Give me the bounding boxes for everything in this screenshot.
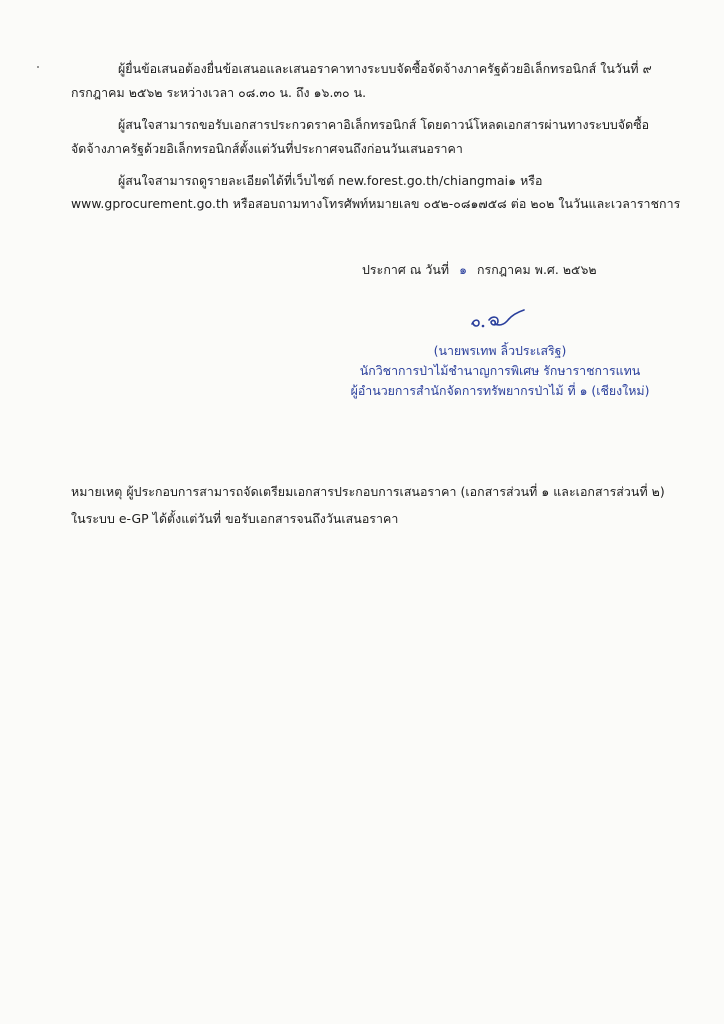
note-line2: ในระบบ e-GP ได้ตั้งแต่วันที่ ขอรับเอกสารจนถึงวันเสนอราคา	[71, 511, 399, 526]
announcement-prefix: ประกาศ ณ วันที่	[362, 262, 450, 277]
paragraph-submission-line1: ผู้ยื่นข้อเสนอต้องยื่นข้อเสนอและเสนอราคาทางระบบจัดซื้อจัดจ้างภาครัฐด้วยอิเล็กทรอนิกส์ ในวันที่ ๙	[118, 61, 652, 76]
paragraph-documents-line2: จัดจ้างภาครัฐด้วยอิเล็กทรอนิกส์ตั้งแต่วันที่ประกาศจนถึงก่อนวันเสนอราคา	[71, 141, 463, 156]
paragraph-submission-line2: กรกฎาคม ๒๕๖๒ ระหว่างเวลา ๐๘.๓๐ น. ถึง ๑๖.๓๐ น.	[71, 85, 367, 100]
signatory-position: นักวิชาการป่าไม้ชำนาญการพิเศษ รักษาราชการแทน	[359, 363, 641, 378]
paragraph-contact-line2: www.gprocurement.go.th หรือสอบถามทางโทรศัพท์หมายเลข ๐๕๒-๐๘๑๗๕๘ ต่อ ๒๐๒ ในวันและเวลาราชการ	[71, 196, 681, 211]
announcement-date	[362, 262, 597, 278]
signatory-block	[340, 341, 660, 401]
paragraph-contact-line1: ผู้สนใจสามารถดูรายละเอียดได้ที่เว็บไซต์ new.forest.go.th/chiangmai๑ หรือ	[118, 173, 543, 188]
signatory-name: (นายพรเทพ ลิ้วประเสริฐ)	[433, 343, 567, 358]
announcement-month-year: กรกฎาคม พ.ศ. ๒๕๖๒	[477, 262, 597, 277]
paragraph-documents-line1: ผู้สนใจสามารถขอรับเอกสารประกวดราคาอิเล็กทรอนิกส์ โดยดาวน์โหลดเอกสารผ่านทางระบบจัดซื้อ	[118, 117, 650, 132]
note-line1: หมายเหตุ ผู้ประกอบการสามารถจัดเตรียมเอกสารประกอบการเสนอราคา (เอกสารส่วนที่ ๑ และเอกสารส่วนที่ ๒)	[71, 484, 665, 499]
announcement-day: ๑	[459, 262, 467, 277]
handwritten-signature	[468, 306, 528, 332]
scan-speck	[37, 66, 39, 68]
signatory-office: ผู้อำนวยการสำนักจัดการทรัพยากรป่าไม้ ที่ ๑ (เชียงใหม่)	[350, 383, 650, 398]
